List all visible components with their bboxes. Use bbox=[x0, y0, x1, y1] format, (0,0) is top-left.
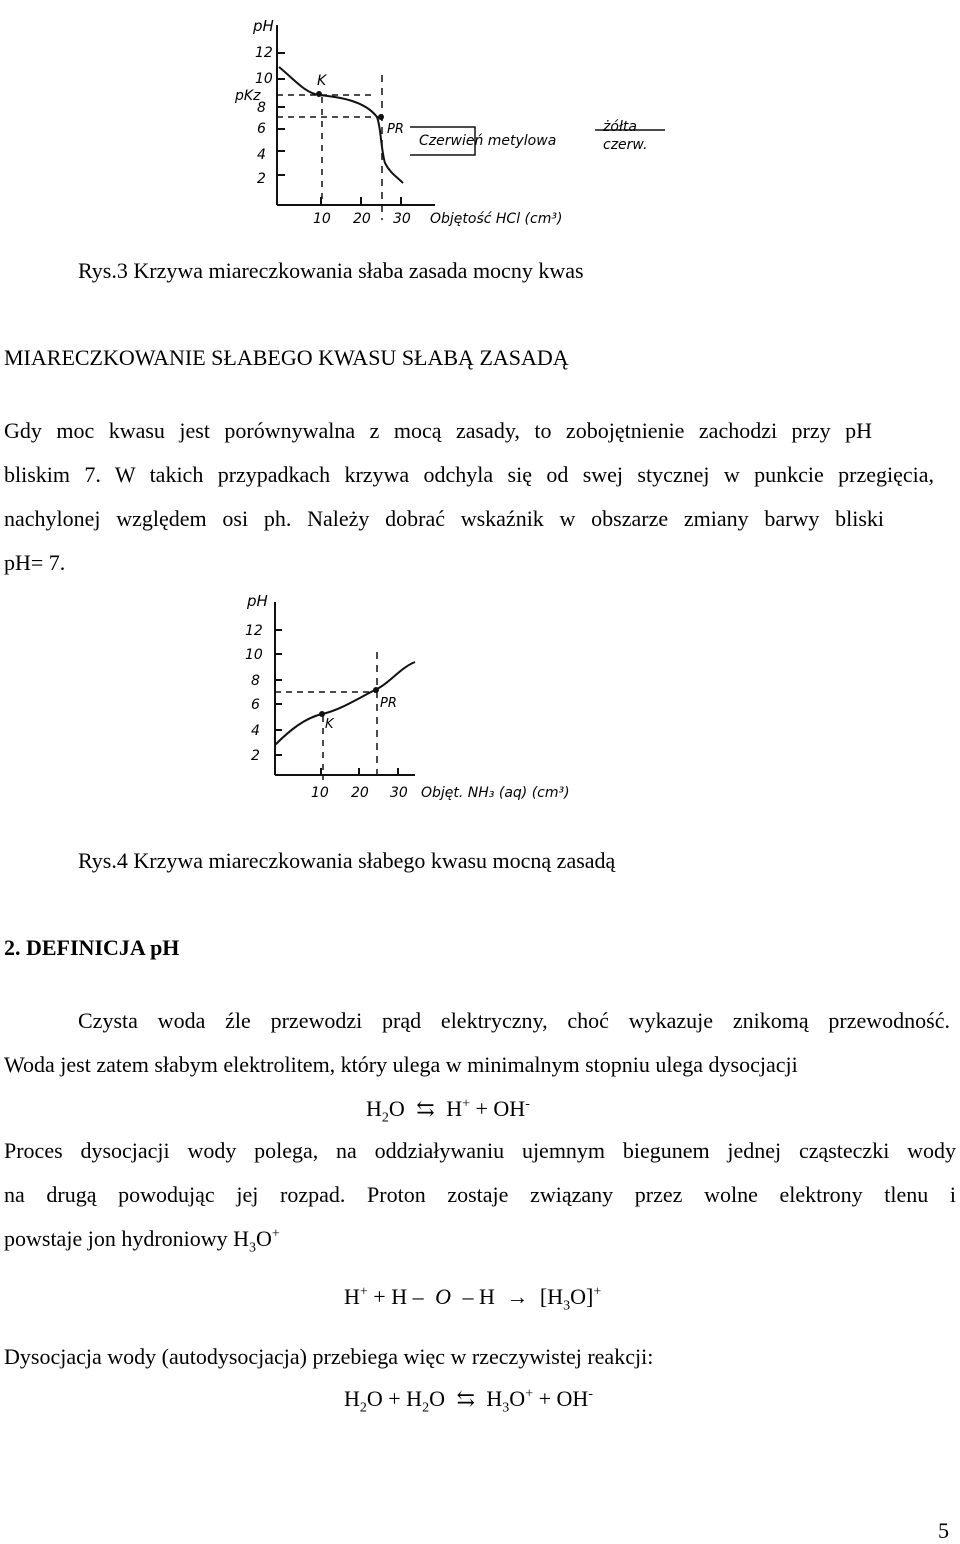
paragraph-2-line-2: Woda jest zatem słabym elektrolitem, który ulega w minimalnym stopniu ulega dysocjacji bbox=[4, 1052, 798, 1077]
paragraph-3-line-2: na drugą powodując jej rozpad. Proton zostaje związany przez wolne elektrony tlenu i bbox=[4, 1182, 956, 1207]
svg-text:8: 8 bbox=[251, 673, 260, 689]
svg-text:12: 12 bbox=[255, 45, 273, 61]
svg-text:6: 6 bbox=[251, 697, 260, 713]
svg-text:30: 30 bbox=[390, 785, 408, 801]
paragraph-4: Dysocjacja wody (autodysocjacja) przebiega więc w rzeczywistej reakcji: bbox=[4, 1344, 654, 1369]
svg-text:4: 4 bbox=[251, 723, 260, 739]
svg-text:pH: pH bbox=[247, 592, 268, 610]
indicator-name: Czerwień metylowa bbox=[419, 133, 557, 149]
paragraph-3-line-3: powstaje jon hydroniowy $H_3O^+$ bbox=[4, 1226, 280, 1256]
svg-text:10: 10 bbox=[255, 71, 273, 87]
equation-autodissociation: $H_2O + H_2O$ ⇆ $H_3O^+ + OH^-$ bbox=[344, 1386, 593, 1416]
svg-text:6: 6 bbox=[257, 121, 266, 137]
paragraph-1-line-4: pH= 7. bbox=[4, 550, 66, 575]
svg-text:12: 12 bbox=[245, 623, 263, 639]
svg-text:Objęt. NH₃ (aq) (cm³): Objęt. NH₃ (aq) (cm³) bbox=[421, 785, 570, 801]
svg-text:PR: PR bbox=[380, 696, 397, 711]
equation-hydronium-formation: $H^+ + H - O - H \to [H_3O]^+$ bbox=[344, 1284, 602, 1314]
svg-text:8: 8 bbox=[257, 100, 266, 116]
page-number: 5 bbox=[938, 1518, 949, 1543]
section-title: MIARECZKOWANIE SŁABEGO KWASU SŁABĄ ZASADĄ bbox=[4, 345, 569, 370]
svg-text:20: 20 bbox=[351, 785, 369, 801]
equation-water-dissociation: $H_2O$ ⇆ H+ + OH- bbox=[366, 1096, 530, 1126]
svg-text:10: 10 bbox=[313, 211, 331, 227]
svg-text:2: 2 bbox=[257, 171, 266, 187]
paragraph-2-line-1: Czysta woda źle przewodzi prąd elektryczny, choć wykazuje znikomą przewodność. bbox=[78, 1008, 950, 1033]
figure-1-caption: Rys.3 Krzywa miareczkowania słaba zasada mocny kwas bbox=[78, 258, 584, 283]
indicator-colors-1: żółta bbox=[603, 119, 638, 135]
paragraph-3-line-1: Proces dysocjacji wody polega, na oddziaływaniu ujemnym biegunem jednej cząsteczki wody bbox=[4, 1138, 956, 1163]
titration-curve-figure-1 bbox=[225, 5, 685, 235]
svg-text:K: K bbox=[325, 717, 334, 732]
svg-text:10: 10 bbox=[311, 785, 329, 801]
svg-text:30: 30 bbox=[393, 211, 411, 227]
section-2-title: 2. DEFINICJA pH bbox=[4, 935, 180, 960]
svg-text:20: 20 bbox=[353, 211, 371, 227]
titration-curve bbox=[279, 67, 403, 183]
point-pr-label: PR bbox=[387, 122, 404, 137]
paragraph-1-line-2: bliskim 7. W takich przypadkach krzywa odchyla się od swej stycznej w punkcie przegięcia, bbox=[4, 462, 934, 487]
figure-2-caption: Rys.4 Krzywa miareczkowania słabego kwasu mocną zasadą bbox=[78, 848, 616, 873]
point-k-label: K bbox=[317, 73, 327, 89]
svg-text:4: 4 bbox=[257, 147, 266, 163]
paragraph-1-line-1: Gdy moc kwasu jest porównywalna z mocą zasady, to zobojętnienie zachodzi przy pH bbox=[4, 418, 872, 443]
svg-text:10: 10 bbox=[245, 647, 263, 663]
svg-text:2: 2 bbox=[251, 748, 260, 764]
paragraph-1-line-3: nachylonej względem osi ph. Należy dobrać wskaźnik w obszarze zmiany barwy bliski bbox=[4, 506, 884, 531]
y-axis-label: pH bbox=[253, 17, 274, 35]
x-axis-label: Objętość HCl (cm³) bbox=[430, 211, 563, 227]
indicator-colors-2: czerw. bbox=[603, 137, 648, 153]
titration-curve-figure-2 bbox=[235, 590, 605, 825]
pkz-label: pKz bbox=[235, 88, 261, 104]
